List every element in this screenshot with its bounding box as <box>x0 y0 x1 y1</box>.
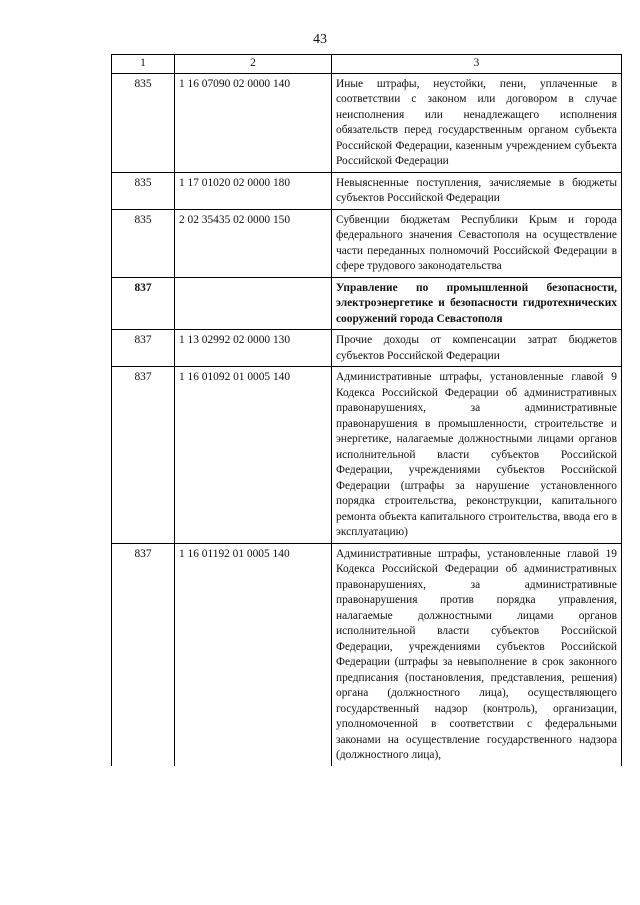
table-row <box>112 73 622 172</box>
description-cell: Административные штрафы, установленные главой 19 Кодекса Российской Федерации об административных правонарушениях, за административные правонарушения против порядка управления, налагаемые должностными лицами органов исполнительной власти субъектов Российской Федерации, учреждениями субъектов Российской Федерации (штрафы за невыполнение в срок законного предписания (постановления, представления, решения) органа (должностного лица), осуществляющего государственный надзор (контроль), организации, уполномоченной в соответствии с федеральными законами на осуществление государственного надзора (должностного лица), <box>332 543 622 766</box>
description-cell: Административные штрафы, установленные главой 9 Кодекса Российской Федерации об административных правонарушениях, за административные правонарушения в промышленности, строительстве и энергетике, налагаемые должностными лицами органов исполнительной власти субъектов Российской Федерации, учреждениями субъектов Российской Федерации (штрафы за нарушение установленного порядка строительства, реконструкции, капитального ремонта объекта капитального строительства, ввода его в эксплуатацию) <box>332 367 622 544</box>
table-header-row <box>112 55 622 74</box>
description-cell: Субвенции бюджетам Республики Крым и города федерального значения Севастополя на осуществление части переданных полномочий Российской Федерации в сфере трудового законодательства <box>332 209 622 277</box>
description-cell: Невыясненные поступления, зачисляемые в бюджеты субъектов Российской Федерации <box>332 172 622 209</box>
budget-code-cell <box>175 277 332 330</box>
section-title-cell: Управление по промышленной безопасности, электроэнергетике и безопасности гидротехнических сооружений города Севастополя <box>332 277 622 330</box>
admin-code-cell: 837 <box>112 367 175 544</box>
table-row-section-header <box>112 277 622 330</box>
admin-code-cell: 837 <box>112 543 175 766</box>
description-cell: Иные штрафы, неустойки, пени, уплаченные в соответствии с законом или договором в случае неисполнения или ненадлежащего исполнения обязательств перед государственным органом субъекта Российской Федерации, казенным учреждением субъекта Российской Федерации <box>332 73 622 172</box>
admin-code-cell: 835 <box>112 73 175 172</box>
admin-code-cell: 837 <box>112 330 175 367</box>
budget-code-cell: 1 17 01020 02 0000 180 <box>175 172 332 209</box>
admin-code-cell: 835 <box>112 172 175 209</box>
table-row <box>112 330 622 367</box>
budget-code-cell: 1 16 01192 01 0005 140 <box>175 543 332 766</box>
table-row <box>112 172 622 209</box>
column-header-1: 1 <box>112 55 175 74</box>
table-row <box>112 543 622 766</box>
admin-code-cell: 835 <box>112 209 175 277</box>
budget-code-cell: 2 02 35435 02 0000 150 <box>175 209 332 277</box>
budget-code-cell: 1 16 07090 02 0000 140 <box>175 73 332 172</box>
table-row <box>112 209 622 277</box>
page-number: 43 <box>313 32 327 47</box>
admin-code-cell: 837 <box>112 277 175 330</box>
table-row <box>112 367 622 544</box>
budget-income-table <box>111 54 622 766</box>
column-header-3: 3 <box>332 55 622 74</box>
budget-code-cell: 1 16 01092 01 0005 140 <box>175 367 332 544</box>
column-header-2: 2 <box>175 55 332 74</box>
description-cell: Прочие доходы от компенсации затрат бюджетов субъектов Российской Федерации <box>332 330 622 367</box>
budget-code-cell: 1 13 02992 02 0000 130 <box>175 330 332 367</box>
